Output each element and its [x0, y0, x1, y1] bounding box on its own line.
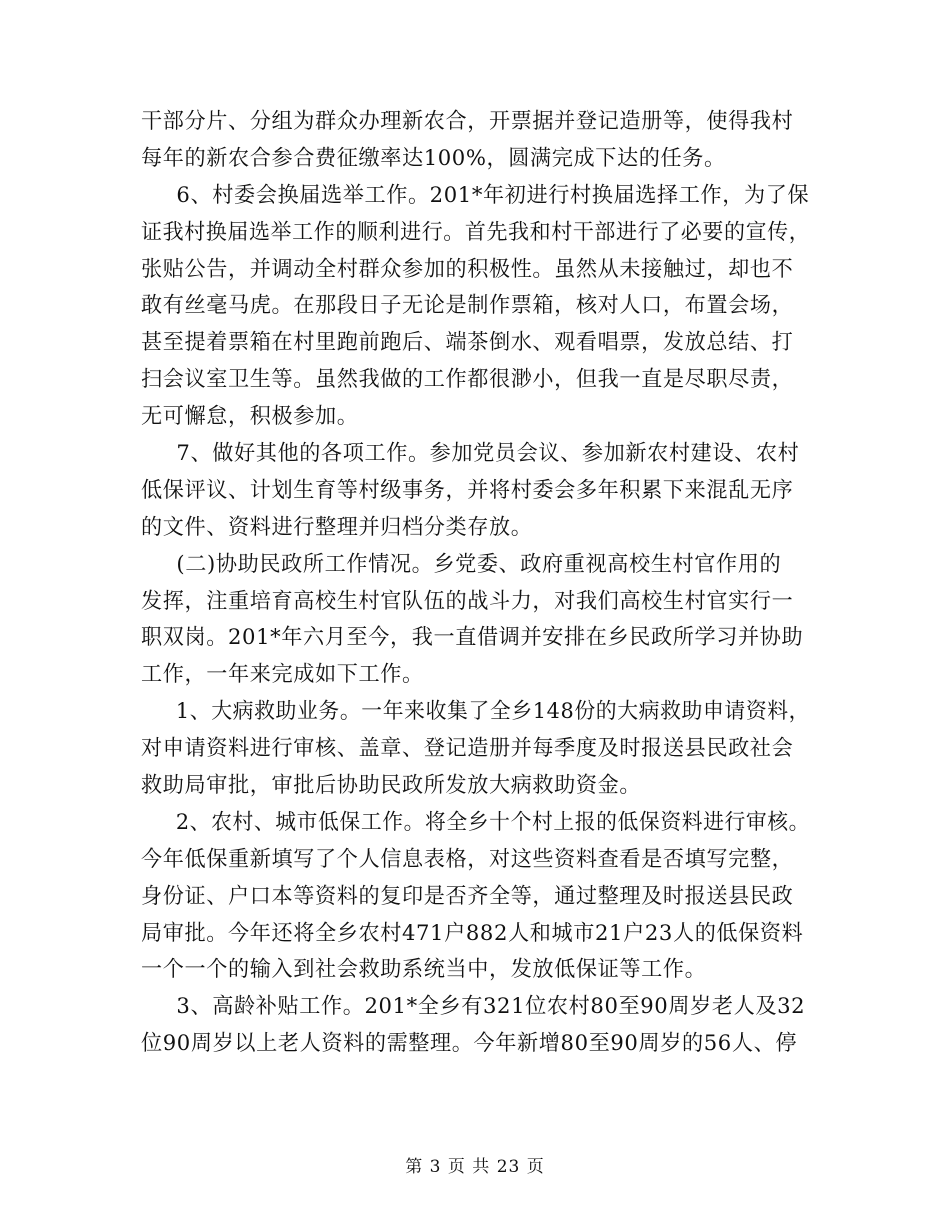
- text-line: 今年低保重新填写了个人信息表格，对这些资料查看是否填写完整，: [141, 846, 794, 872]
- text-line: 1、大病救助业务。一年来收集了全乡148份的大病救助申请资料，: [175, 699, 811, 725]
- text-line: 2、农村、城市低保工作。将全乡十个村上报的低保资料进行审核。: [175, 809, 811, 835]
- text-line: 身份证、户口本等资料的复印是否齐全等，通过整理及时报送县民政: [141, 883, 794, 909]
- text-line: 发挥，注重培育高校生村官队伍的战斗力，对我们高校生村官实行一: [141, 588, 794, 614]
- text-line: 对申请资料进行审核、盖章、登记造册并每季度及时报送县民政社会: [141, 736, 794, 762]
- body-text: [141, 104, 821, 1063]
- text-line: 3、高龄补贴工作。201*全乡有321位农村80至90周岁老人及32: [176, 994, 806, 1020]
- text-line: 的文件、资料进行整理并归档分类存放。: [141, 514, 533, 540]
- text-line: 甚至提着票箱在村里跑前跑后、端茶倒水、观看唱票，发放总结、打: [141, 330, 794, 356]
- text-line: 局审批。今年还将全乡农村471户882人和城市21户23人的低保资料: [141, 920, 804, 946]
- page-number-footer: 第 3 页 共 23 页: [405, 1157, 545, 1177]
- text-line: 证我村换届选举工作的顺利进行。首先我和村干部进行了必要的宣传，: [141, 219, 811, 245]
- text-line: 7、做好其他的各项工作。参加党员会议、参加新农村建设、农村: [176, 441, 800, 467]
- text-line: 职双岗。201*年六月至今，我一直借调并安排在乡民政所学习并协助: [141, 625, 804, 651]
- text-line: 工作，一年来完成如下工作。: [141, 662, 424, 688]
- text-line: 扫会议室卫生等。虽然我做的工作都很渺小，但我一直是尽职尽责，: [141, 367, 794, 393]
- text-line: 一个一个的输入到社会救助系统当中，发放低保证等工作。: [141, 957, 707, 983]
- text-line: 敢有丝毫马虎。在那段日子无论是制作票箱，核对人口，布置会场，: [141, 293, 794, 319]
- text-line: 干部分片、分组为群众办理新农合，开票据并登记造册等，使得我村: [141, 109, 794, 134]
- text-line: 每年的新农合参合费征缴率达100%，圆满完成下达的任务。: [141, 145, 726, 171]
- text-line: 低保评议、计划生育等村级事务，并将村委会多年积累下来混乱无序: [141, 477, 794, 503]
- text-line: 6、村委会换届选举工作。201*年初进行村换届选择工作，为了保: [176, 182, 810, 208]
- text-line: (二)协助民政所工作情况。乡党委、政府重视高校生村官作用的: [176, 551, 782, 577]
- text-line: 救助局审批，审批后协助民政所发放大病救助资金。: [141, 773, 642, 799]
- text-line: 无可懈怠，积极参加。: [141, 404, 359, 430]
- text-line: 张贴公告，并调动全村群众参加的积极性。虽然从未接触过，却也不: [141, 256, 794, 282]
- text-line: 位90周岁以上老人资料的需整理。今年新增80至90周岁的56人、停: [141, 1031, 798, 1057]
